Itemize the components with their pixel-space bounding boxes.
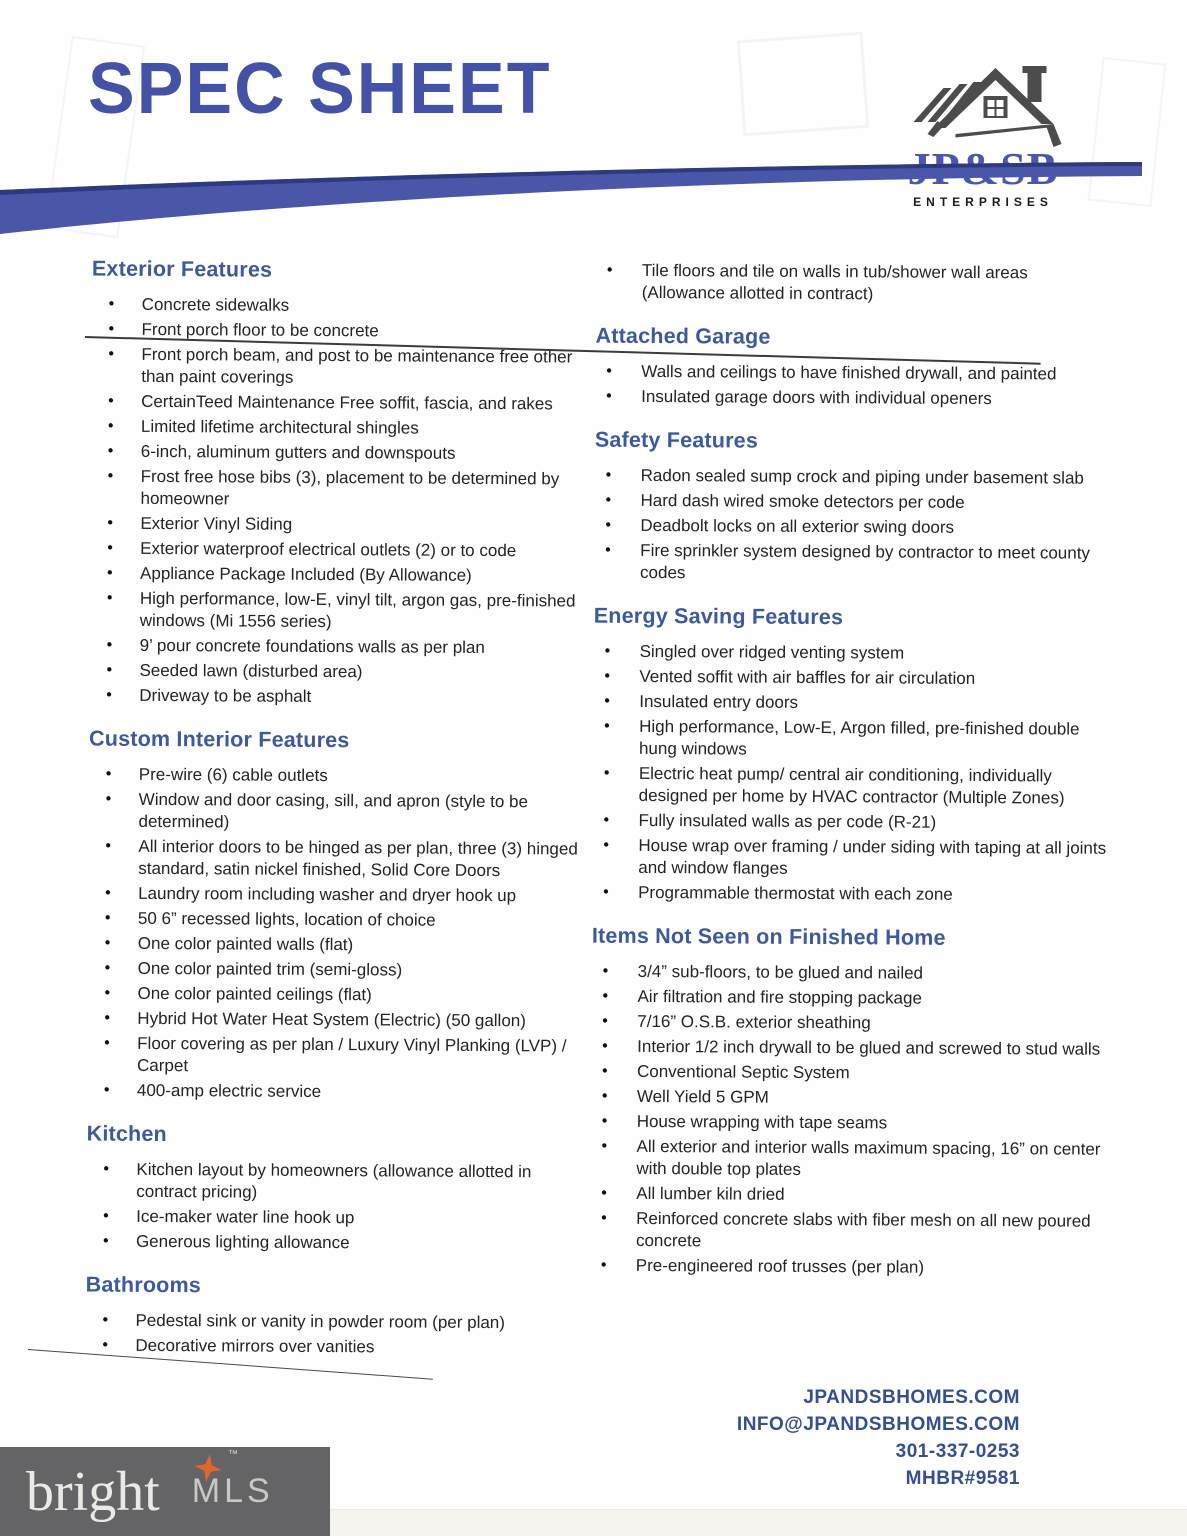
section-item-list — [596, 260, 1112, 307]
spec-item: • 7/16” O.S.B. exterior sheathing — [591, 1011, 1107, 1036]
section-heading: Safety Features — [594, 427, 759, 453]
spec-item: • 50 6” recessed lights, location of choice — [88, 908, 586, 933]
spec-item: • All exterior and interior walls maximum spacing, 16” on center with double top plates — [590, 1136, 1106, 1183]
spec-item: • Pre-engineered roof trusses (per plan) — [590, 1255, 1106, 1280]
spec-section — [590, 924, 1148, 1280]
spec-item: • One color painted trim (semi-gloss) — [88, 958, 586, 983]
spec-section — [86, 1122, 587, 1256]
spec-item: • High performance, Low-E, Argon filled, pre-finished double hung windows — [593, 716, 1109, 763]
spec-item: • One color painted walls (flat) — [88, 933, 586, 958]
spec-item: • Insulated entry doors — [593, 691, 1109, 716]
section-heading: Bathrooms — [85, 1272, 202, 1298]
logo-company-subtitle: ENTERPRISES — [913, 195, 1053, 209]
spec-item: • Singled over ridged venting system — [594, 641, 1110, 666]
spec-item: • Driveway to be asphalt — [89, 685, 587, 710]
section-item-list — [594, 465, 1111, 587]
spec-item: • Exterior waterproof electrical outlets (2) or to code — [90, 538, 588, 563]
spec-item: • Walls and ceilings to have finished drywall, and painted — [595, 361, 1111, 386]
spec-item: • Pre-wire (6) cable outlets — [89, 764, 587, 789]
spec-item: • Air filtration and fire stopping package — [591, 986, 1107, 1011]
spec-item: • Seeded lawn (disturbed area) — [89, 660, 587, 685]
spec-item: • Decorative mirrors over vanities — [85, 1335, 583, 1360]
spec-item: • Window and door casing, sill, and apron (style to be determined) — [88, 789, 586, 836]
section-item-list — [86, 1159, 585, 1256]
spec-item: • Pedestal sink or vanity in powder room (per plan) — [85, 1310, 583, 1335]
spec-section — [592, 604, 1150, 907]
spec-item: • Kitchen layout by homeowners (allowance allotted in contract pricing) — [86, 1159, 584, 1206]
spec-section — [89, 257, 592, 710]
section-item-list — [89, 294, 590, 710]
spec-item: • House wrap over framing / under siding with taping at all joints and window flanges — [592, 835, 1108, 882]
spec-item: • Fire sprinkler system designed by contractor to meet county codes — [594, 540, 1110, 587]
spec-item: • Appliance Package Included (By Allowance) — [90, 563, 588, 588]
spec-section — [85, 1273, 586, 1360]
scan-ghost-mark — [737, 32, 869, 137]
trademark-symbol: ™ — [228, 1448, 238, 1460]
spec-item: • Ice-maker water line hook up — [86, 1206, 584, 1231]
section-item-list — [85, 1310, 583, 1360]
spec-item: • Reinforced concrete slabs with fiber mesh on all new poured concrete — [590, 1208, 1106, 1255]
section-heading: Kitchen — [86, 1121, 167, 1147]
spec-item: • Programmable thermostat with each zone — [592, 882, 1108, 907]
spec-section — [594, 428, 1151, 587]
spec-section — [595, 324, 1152, 411]
spec-item: • Exterior Vinyl Siding — [90, 513, 588, 538]
section-heading: Items Not Seen on Finished Home — [591, 923, 946, 950]
mls-wordmark: MLS — [191, 1472, 274, 1510]
spec-item: • Generous lighting allowance — [86, 1231, 584, 1256]
contact-line: MHBR#9581 — [905, 1468, 1020, 1489]
spec-item: • Hard dash wired smoke detectors per code — [594, 490, 1110, 515]
bright-mls-logo — [0, 1447, 330, 1536]
spec-item: • 9’ pour concrete foundations walls as per plan — [90, 635, 588, 660]
spec-item: • Conventional Septic System — [591, 1061, 1107, 1086]
spec-columns — [0, 256, 1187, 1367]
spec-item: • Vented soffit with air baffles for air circulation — [593, 666, 1109, 691]
spec-item: • Tile floors and tile on walls in tub/shower wall areas (Allowance allotted in contract) — [596, 260, 1112, 307]
section-heading: Energy Saving Features — [593, 603, 844, 630]
spec-item: • House wrapping with tape seams — [591, 1111, 1107, 1136]
section-heading: Attached Garage — [595, 323, 771, 349]
spec-item: • Laundry room including washer and dryer hook up — [88, 883, 586, 908]
section-heading: Custom Interior Features — [88, 726, 350, 753]
sparkle-icon — [194, 1454, 222, 1482]
spec-item: • 3/4” sub-floors, to be glued and nailed — [592, 961, 1108, 986]
right-column — [585, 260, 1152, 1366]
spec-item: • Fully insulated walls as per code (R-21) — [592, 810, 1108, 835]
spec-item: • 400-amp electric service — [87, 1080, 585, 1105]
spec-item: • All interior doors to be hinged as per plan, three (3) hinged standard, satin nickel finished, Solid Core Doors — [88, 836, 586, 883]
contact-line: 301-337-0253 — [895, 1441, 1020, 1462]
spec-item: • Front porch beam, and post to be maintenance free other than paint coverings — [91, 344, 589, 391]
contact-line: JPANDSBHOMES.COM — [803, 1387, 1020, 1408]
contact-line: INFO@JPANDSBHOMES.COM — [736, 1414, 1020, 1435]
spec-item: • Limited lifetime architectural shingles — [91, 416, 589, 441]
section-heading: Exterior Features — [91, 256, 273, 282]
spec-item: • Electric heat pump/ central air conditioning, individually designed per home by HVAC contractor (Multiple Zones) — [593, 763, 1109, 810]
page-title: SPEC SHEET — [88, 47, 552, 129]
spec-item: • Hybrid Hot Water Heat System (Electric) (50 gallon) — [87, 1008, 585, 1033]
divider-swoosh — [0, 160, 1142, 240]
spec-item: • Deadbolt locks on all exterior swing doors — [594, 515, 1110, 540]
spec-item: • CertainTeed Maintenance Free soffit, fascia, and rakes — [91, 391, 589, 416]
section-item-list — [592, 641, 1110, 907]
house-roof-icon — [901, 60, 1066, 152]
spec-item: • Floor covering as per plan / Luxury Vinyl Planking (LVP) / Carpet — [87, 1033, 585, 1080]
section-item-list — [590, 961, 1108, 1280]
spec-section — [87, 727, 589, 1105]
contact-block — [737, 1384, 1020, 1492]
spec-item: • High performance, low-E, vinyl tilt, argon gas, pre-finished windows (Mi 1556 series) — [90, 588, 588, 635]
spec-section — [596, 260, 1152, 307]
spec-item: • Radon sealed sump crock and piping under basement slab — [595, 465, 1111, 490]
section-item-list — [87, 764, 587, 1105]
spec-item: • Well Yield 5 GPM — [591, 1086, 1107, 1111]
spec-item: • Interior 1/2 inch drywall to be glued and screwed to stud walls — [591, 1036, 1107, 1061]
spec-item: • One color painted ceilings (flat) — [87, 983, 585, 1008]
spec-item: • All lumber kiln dried — [590, 1183, 1106, 1208]
left-column — [85, 257, 592, 1363]
spec-item: • Concrete sidewalks — [92, 294, 590, 319]
spec-item: • Insulated garage doors with individual openers — [595, 386, 1111, 411]
spec-item: • 6-inch, aluminum gutters and downspouts — [91, 441, 589, 466]
spec-item: • Frost free hose bibs (3), placement to be determined by homeowner — [90, 466, 588, 513]
spec-item: • Front porch floor to be concrete — [91, 319, 589, 344]
section-item-list — [595, 361, 1111, 411]
bright-wordmark: bright — [26, 1460, 160, 1523]
